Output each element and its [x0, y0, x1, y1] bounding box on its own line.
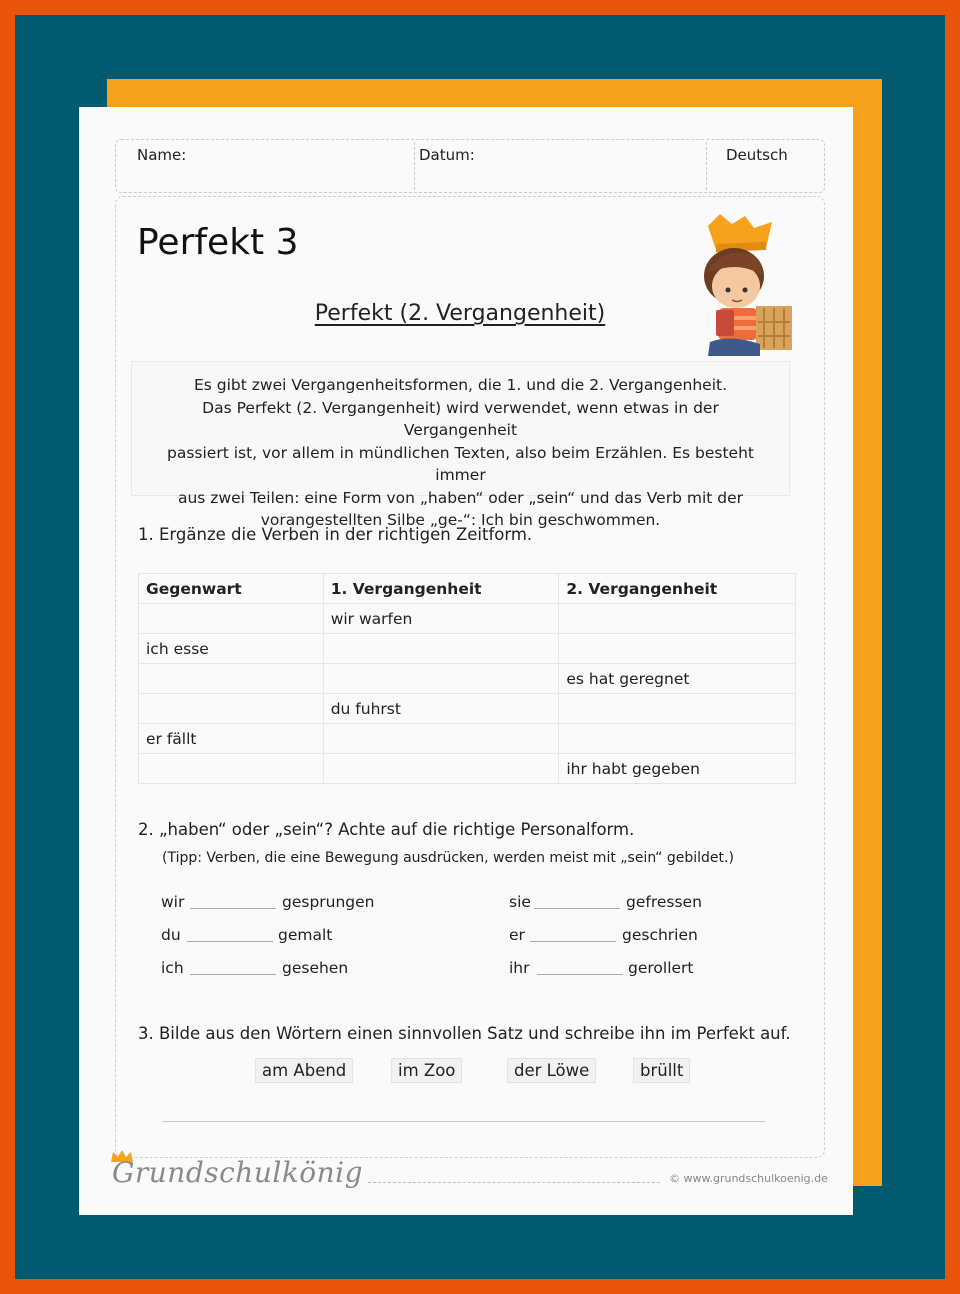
crowned-child-reading-illustration [690, 214, 796, 358]
column-header: Gegenwart [139, 574, 324, 604]
copyright-text: © www.grundschulkoenig.de [669, 1172, 828, 1185]
column-header: 2. Vergangenheit [559, 574, 796, 604]
verb-table [138, 573, 796, 784]
table-cell[interactable]: es hat geregnet [559, 664, 796, 694]
table-cell[interactable] [323, 664, 559, 694]
table-cell[interactable] [139, 604, 324, 634]
table-cell[interactable] [139, 694, 324, 724]
table-row [139, 604, 796, 634]
table-row [139, 664, 796, 694]
pronoun: du [161, 926, 181, 944]
word-card: brüllt [633, 1058, 690, 1083]
table-cell[interactable]: du fuhrst [323, 694, 559, 724]
task3-instruction: 3. Bilde aus den Wörtern einen sinnvollen Satz und schreibe ihn im Perfekt auf. [138, 1024, 791, 1043]
info-line: Es gibt zwei Vergangenheitsformen, die 1. und die 2. Vergangenheit. [193, 376, 728, 394]
name-label: Name: [137, 146, 187, 164]
task2-instruction: 2. „haben“ oder „sein“? Achte auf die richtige Personalform. [138, 820, 635, 839]
pronoun: er [509, 926, 525, 944]
task2-tip: (Tipp: Verben, die eine Bewegung ausdrücken, werden meist mit „sein“ gebildet.) [162, 850, 734, 866]
table-cell[interactable] [323, 724, 559, 754]
table-cell[interactable]: wir warfen [323, 604, 559, 634]
participle: gesprungen [282, 893, 375, 911]
participle: gesehen [282, 959, 349, 977]
info-line: passiert ist, vor allem in mündlichen Texten, also beim Erzählen. Es besteht immer [166, 443, 754, 484]
table-cell[interactable] [323, 754, 559, 784]
footer-divider [368, 1182, 660, 1183]
table-cell[interactable] [323, 634, 559, 664]
table-header-row [139, 574, 796, 604]
answer-blank[interactable] [534, 908, 620, 909]
table-cell[interactable] [559, 604, 796, 634]
page-subtitle: Perfekt (2. Vergangenheit) [314, 301, 606, 326]
table-cell[interactable] [139, 754, 324, 784]
table-cell[interactable] [559, 694, 796, 724]
brand-logo: Grundschulkönig [112, 1156, 364, 1189]
table-cell[interactable]: ihr habt gegeben [559, 754, 796, 784]
table-row [139, 634, 796, 664]
word-card: am Abend [255, 1058, 353, 1083]
pronoun: wir [161, 893, 185, 911]
info-line: Das Perfekt (2. Vergangenheit) wird verwendet, wenn etwas in der Vergangenheit [202, 398, 719, 439]
writing-line[interactable] [162, 1121, 765, 1122]
pronoun: ich [161, 959, 184, 977]
table-row [139, 754, 796, 784]
answer-blank[interactable] [530, 941, 616, 942]
info-line: aus zwei Teilen: eine Form von „haben“ oder „sein“ und das Verb mit der [177, 488, 744, 507]
header-divider [706, 142, 707, 190]
answer-blank[interactable] [187, 941, 273, 942]
page-title: Perfekt 3 [137, 222, 299, 263]
table-cell[interactable] [559, 634, 796, 664]
word-card: im Zoo [391, 1058, 462, 1083]
table-row [139, 694, 796, 724]
subject-label: Deutsch [726, 146, 788, 164]
pronoun: sie [509, 893, 531, 911]
info-line: vorangestellten Silbe „ge-“: Ich bin geschwommen. [260, 511, 661, 529]
info-box [131, 361, 790, 529]
pronoun: ihr [509, 959, 530, 977]
participle: gefressen [626, 893, 702, 911]
answer-blank[interactable] [537, 974, 623, 975]
table-row [139, 724, 796, 754]
participle: gemalt [278, 926, 333, 944]
column-header: 1. Vergangenheit [323, 574, 559, 604]
participle: geschrien [622, 926, 698, 944]
table-cell[interactable]: ich esse [139, 634, 324, 664]
table-cell[interactable]: er fällt [139, 724, 324, 754]
answer-blank[interactable] [190, 908, 276, 909]
table-cell[interactable] [559, 724, 796, 754]
word-card: der Löwe [507, 1058, 596, 1083]
header-divider [414, 142, 415, 190]
table-cell[interactable] [139, 664, 324, 694]
date-label: Datum: [419, 146, 475, 164]
participle: gerollert [628, 959, 694, 977]
answer-blank[interactable] [190, 974, 276, 975]
task1-instruction: 1. Ergänze die Verben in der richtigen Zeitform. [138, 525, 533, 544]
